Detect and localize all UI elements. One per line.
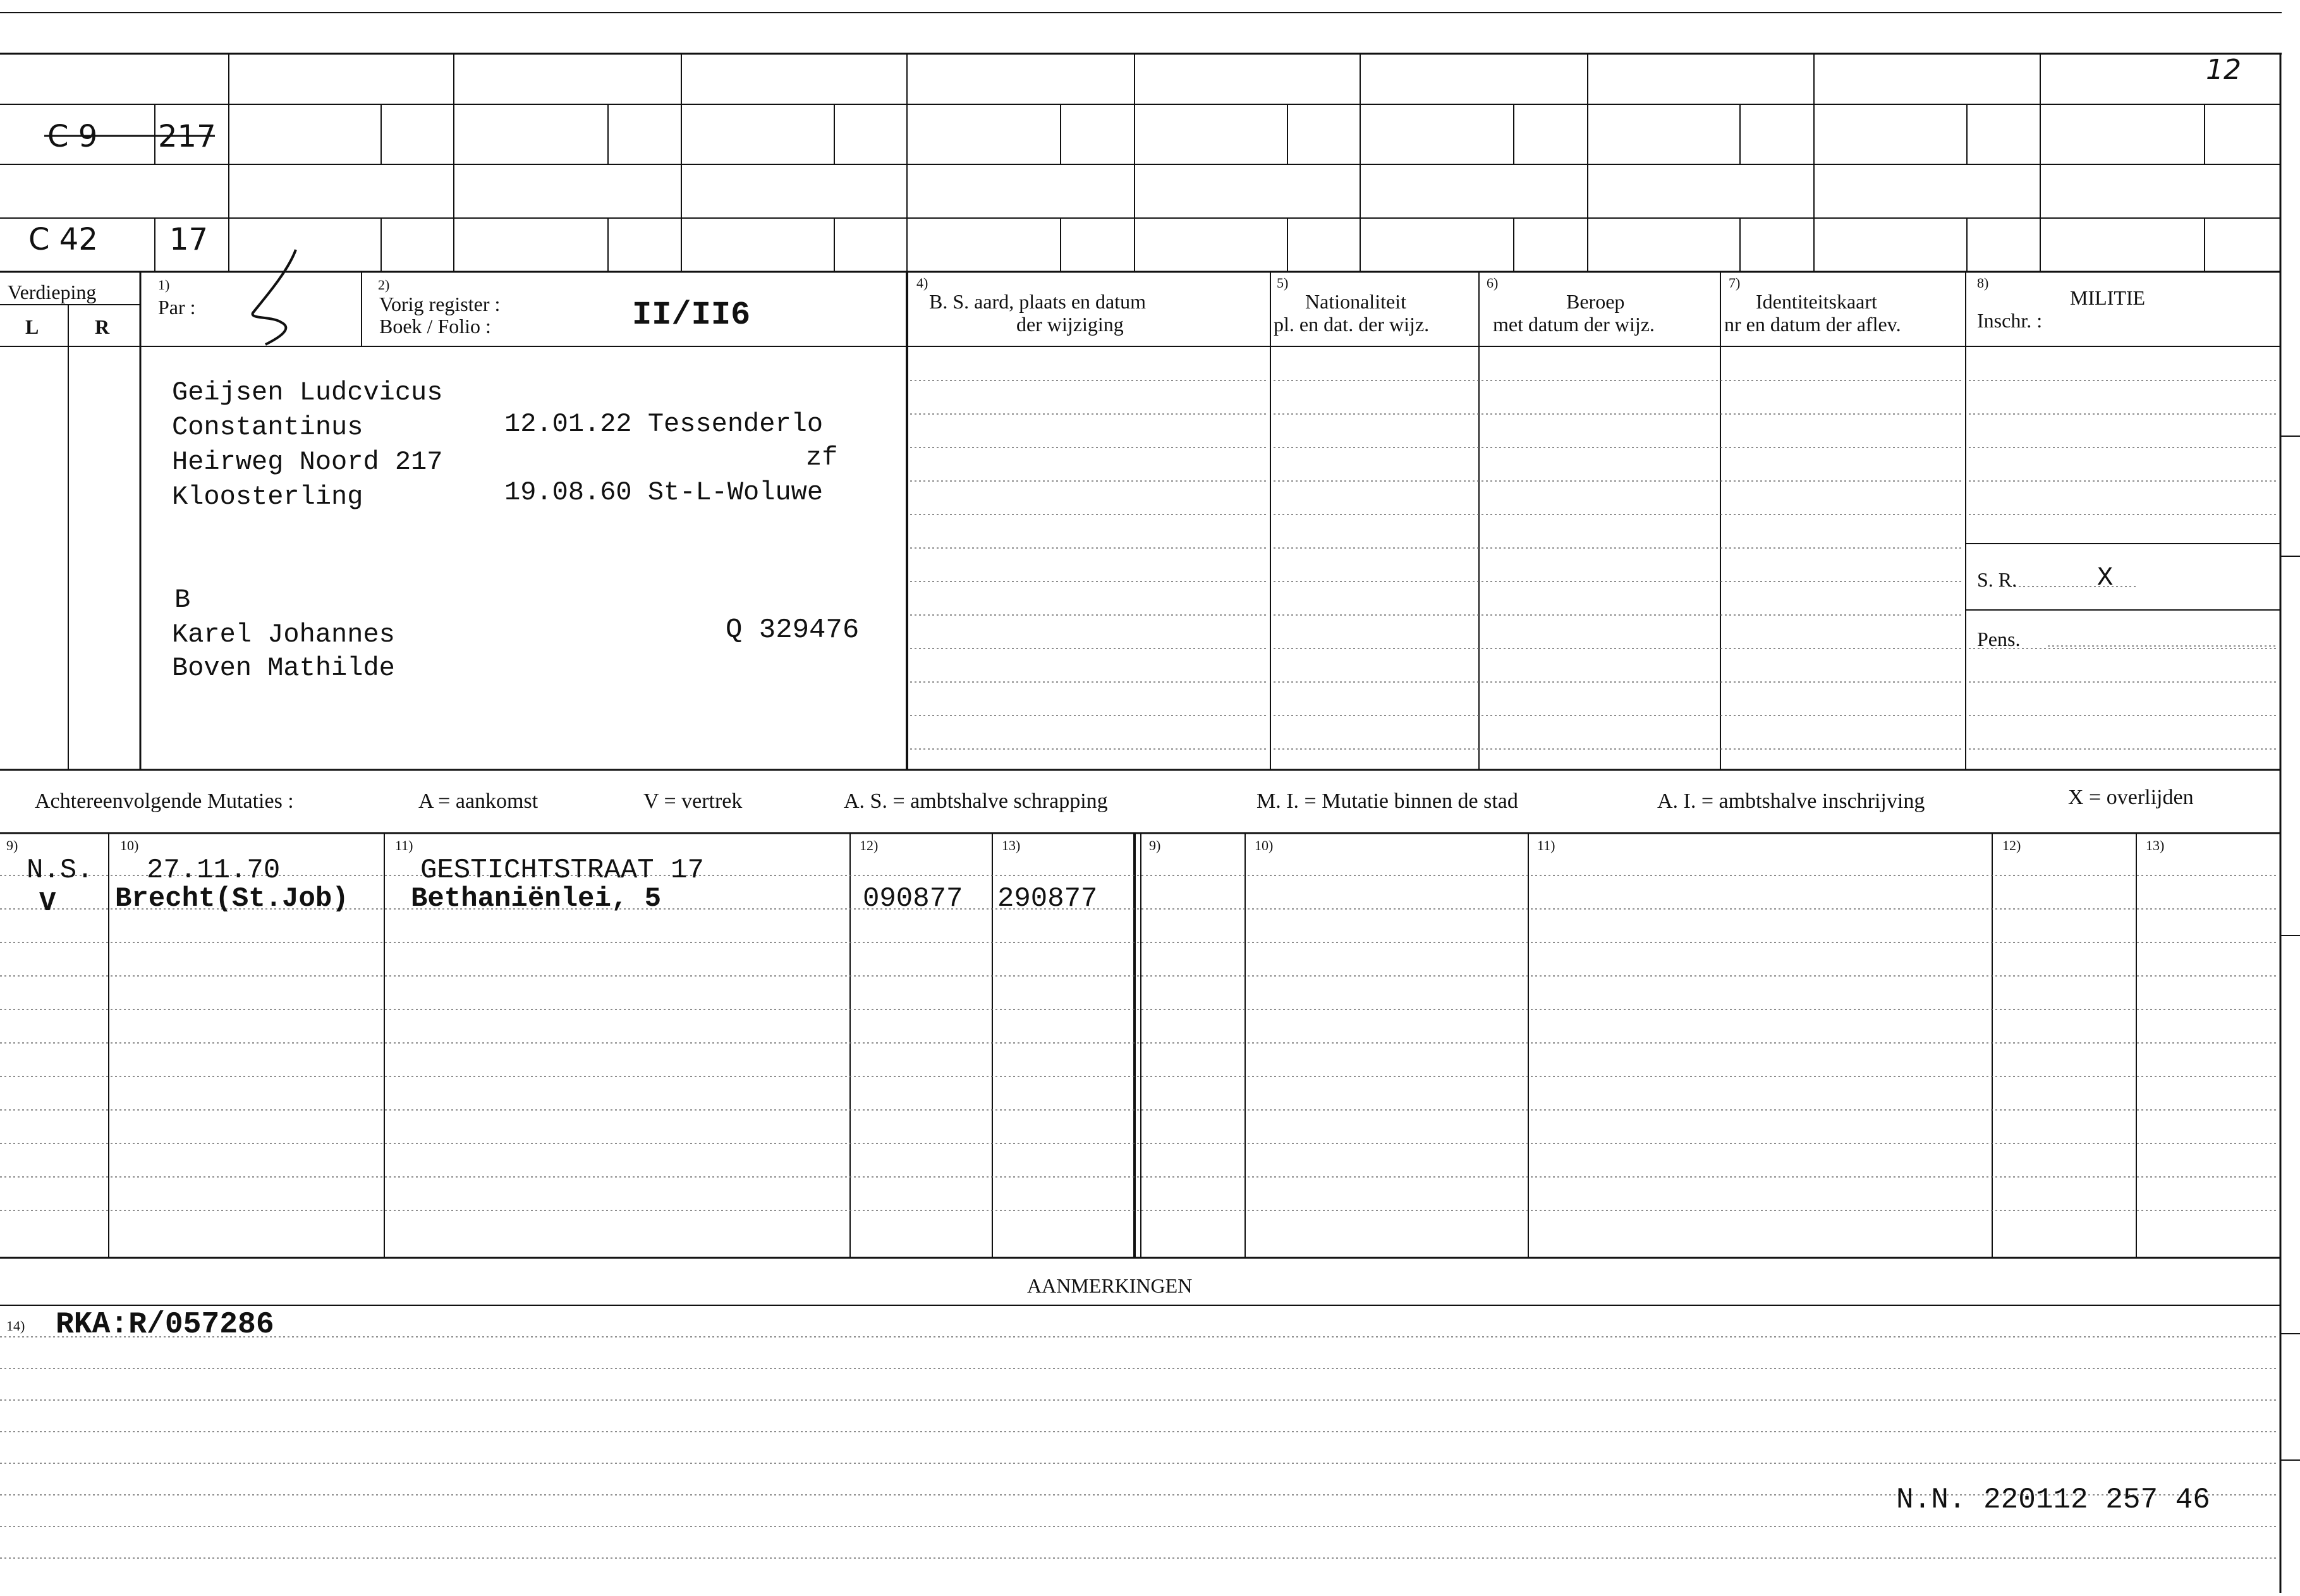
col-L-label: L	[25, 315, 39, 338]
new-code-a: C 42	[28, 222, 98, 257]
note-4: 4)	[916, 275, 928, 291]
note-8: 8)	[1977, 275, 1989, 291]
beroep-header-1: Beroep	[1566, 290, 1625, 313]
nationaliteit-header-1: Nationaliteit	[1305, 290, 1406, 313]
militie-header: MILITIE	[2070, 286, 2146, 309]
nationaliteit-header-2: pl. en dat. der wijz.	[1274, 313, 1430, 336]
note-6: 6)	[1487, 275, 1499, 291]
dotted-rules	[0, 381, 2279, 1558]
beroep-header-2: met datum der wijz.	[1493, 313, 1655, 336]
remarks-rka: RKA:R/057286	[56, 1308, 274, 1342]
vorig-register-label: Vorig register :	[379, 293, 501, 315]
remarks-note-14: 14)	[6, 1318, 25, 1334]
person-name-2: Constantinus	[172, 412, 363, 442]
person-name-1: Geijsen Ludcvicus	[172, 377, 443, 408]
mut-row1-street: GESTICHTSTRAAT 17	[420, 855, 704, 886]
mutations-title: Achtereenvolgende Mutaties :	[35, 789, 294, 813]
mut-note-13: 13)	[1002, 838, 1021, 853]
inschr-label: Inschr. :	[1977, 309, 2043, 332]
identiteit-header-1: Identiteitskaart	[1756, 290, 1877, 313]
note-2: 2)	[378, 277, 390, 293]
corner-number: 12	[2206, 54, 2241, 86]
mut-note-9: 9)	[6, 838, 18, 853]
boek-folio-label: Boek / Folio :	[379, 315, 491, 338]
mut-row2-code: V	[39, 887, 56, 919]
mut-note-11b: 11)	[1537, 838, 1555, 853]
mut-note-10: 10)	[120, 838, 139, 853]
bs-header-2: der wijziging	[1016, 313, 1124, 336]
legend-x: X = overlijden	[2068, 786, 2194, 809]
register-value: II/II6	[632, 296, 751, 334]
person-father: Karel Johannes	[172, 619, 395, 650]
mut-row1-date: 27.11.70	[147, 855, 281, 886]
legend-a: A = aankomst	[418, 789, 538, 813]
person-b-marker: B	[174, 585, 191, 615]
par-label: Par :	[158, 296, 196, 319]
legend-ai: A. I. = ambtshalve inschrijving	[1657, 789, 1925, 813]
old-code-a: C 9	[47, 119, 98, 154]
handwritten-signature-icon	[253, 250, 296, 344]
pens-label: Pens.	[1977, 628, 2021, 650]
person-civil-status: zf	[806, 442, 838, 473]
identiteit-header-2: nr en datum der aflev.	[1724, 313, 1901, 336]
mut-note-13b: 13)	[2146, 838, 2165, 853]
sr-label: S. R.	[1977, 568, 2017, 591]
remarks-title: AANMERKINGEN	[1027, 1274, 1193, 1297]
mut-row2-street: Bethaniënlei, 5	[411, 883, 662, 915]
new-code-b: 17	[169, 222, 209, 257]
mut-note-10b: 10)	[1255, 838, 1274, 853]
person-date-2: 19.08.60 St-L-Woluwe	[504, 477, 824, 508]
remarks-nn: N.N. 220112 257 46	[1896, 1483, 2210, 1516]
legend-v: V = vertrek	[643, 789, 743, 813]
col-R-label: R	[95, 315, 110, 338]
mut-note-12b: 12)	[2002, 838, 2021, 853]
person-address: Heirweg Noord 217	[172, 447, 443, 477]
person-occupation: Kloosterling	[172, 482, 363, 512]
bs-header-1: B. S. aard, plaats en datum	[929, 290, 1147, 313]
mut-note-11: 11)	[395, 838, 413, 853]
mut-note-9b: 9)	[1149, 838, 1161, 853]
mut-note-12: 12)	[860, 838, 879, 853]
mut-row2-date13: 290877	[997, 883, 1098, 915]
mut-row1-code: N.S.	[27, 855, 94, 886]
note-1: 1)	[158, 277, 170, 293]
person-id-number: Q 329476	[726, 614, 860, 646]
old-code-b: 217	[158, 119, 216, 154]
person-mother: Boven Mathilde	[172, 653, 395, 683]
note-7: 7)	[1729, 275, 1741, 291]
legend-mi: M. I. = Mutatie binnen de stad	[1256, 789, 1518, 813]
mut-row2-date12: 090877	[863, 883, 963, 915]
legend-as: A. S. = ambtshalve schrapping	[844, 789, 1108, 813]
verdieping-label: Verdieping	[8, 281, 97, 303]
sr-value: X	[2097, 563, 2114, 593]
person-birth: 12.01.22 Tessenderlo	[504, 409, 824, 439]
mut-row2-place: Brecht(St.Job)	[115, 883, 349, 915]
note-5: 5)	[1277, 275, 1289, 291]
